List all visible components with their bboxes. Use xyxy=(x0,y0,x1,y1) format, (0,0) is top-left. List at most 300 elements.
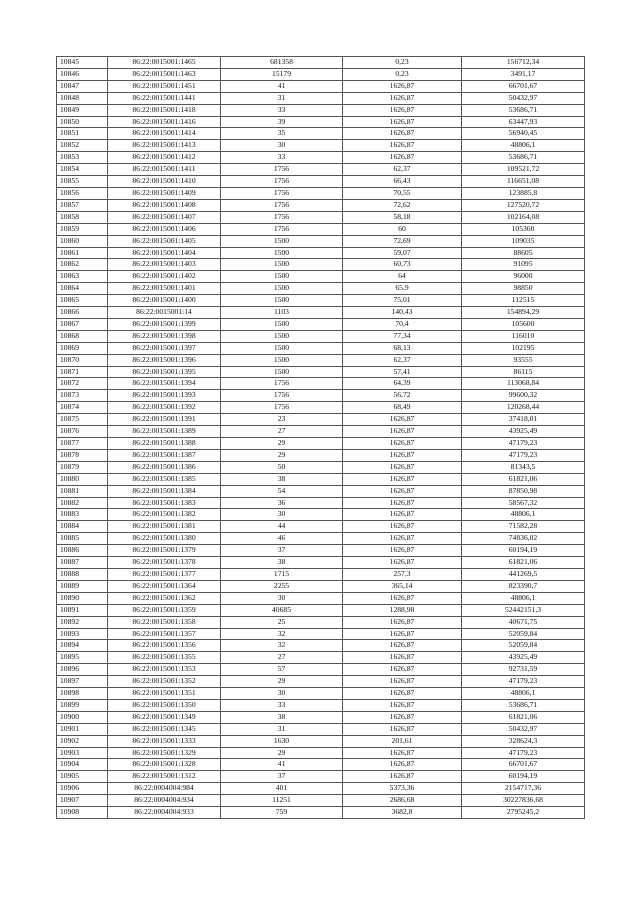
cadastral-value-cell: 116651,08 xyxy=(462,176,585,188)
cadastral-value-cell: 116010 xyxy=(462,330,585,342)
cadastral-value-cell: 56940,45 xyxy=(462,128,585,140)
cadastral-value-cell: 98850 xyxy=(462,283,585,295)
rate-cell: 1626,87 xyxy=(343,652,462,664)
row-number-cell: 10874 xyxy=(57,402,108,414)
rate-cell: 1626,87 xyxy=(343,533,462,545)
row-number-cell: 10897 xyxy=(57,676,108,688)
area-cell: 27 xyxy=(221,426,343,438)
cadastral-value-cell: 61821,06 xyxy=(462,711,585,723)
row-number-cell: 10890 xyxy=(57,592,108,604)
table-row xyxy=(57,664,585,676)
table-row xyxy=(57,426,585,438)
table-row xyxy=(57,68,585,80)
rate-cell: 1626,87 xyxy=(343,759,462,771)
cadastral-number-cell: 86:22:0015001:1394 xyxy=(108,378,221,390)
rate-cell: 59,07 xyxy=(343,247,462,259)
area-cell: 38 xyxy=(221,711,343,723)
cadastral-value-cell: 52059,84 xyxy=(462,640,585,652)
row-number-cell: 10857 xyxy=(57,199,108,211)
table-row xyxy=(57,283,585,295)
cadastral-number-cell: 86:22:0015001:1411 xyxy=(108,164,221,176)
row-number-cell: 10875 xyxy=(57,414,108,426)
area-cell: 1756 xyxy=(221,211,343,223)
cadastral-number-cell: 86:22:0015001:1395 xyxy=(108,366,221,378)
area-cell: 30 xyxy=(221,509,343,521)
cadastral-number-cell: 86:22:0015001:1382 xyxy=(108,509,221,521)
table-row xyxy=(57,342,585,354)
cadastral-number-cell: 86:22:0015001:1362 xyxy=(108,592,221,604)
rate-cell: 257,3 xyxy=(343,568,462,580)
rate-cell: 64,39 xyxy=(343,378,462,390)
rate-cell: 3682,8 xyxy=(343,807,462,819)
area-cell: 29 xyxy=(221,747,343,759)
area-cell: 27 xyxy=(221,652,343,664)
cadastral-value-cell: 52059,84 xyxy=(462,628,585,640)
rate-cell: 65,9 xyxy=(343,283,462,295)
row-number-cell: 10869 xyxy=(57,342,108,354)
row-number-cell: 10878 xyxy=(57,449,108,461)
rate-cell: 72,69 xyxy=(343,235,462,247)
cadastral-number-cell: 86:22:0015001:1312 xyxy=(108,771,221,783)
cadastral-value-cell: 61821,06 xyxy=(462,557,585,569)
cadastral-number-cell: 86:22:0015001:1406 xyxy=(108,223,221,235)
cadastral-value-cell: 53686,71 xyxy=(462,699,585,711)
row-number-cell: 10880 xyxy=(57,473,108,485)
cadastral-number-cell: 86:22:0015001:1379 xyxy=(108,545,221,557)
rate-cell: 1288,98 xyxy=(343,604,462,616)
cadastral-value-cell: 2795245,2 xyxy=(462,807,585,819)
rate-cell: 1626,87 xyxy=(343,688,462,700)
area-cell: 29 xyxy=(221,449,343,461)
rate-cell: 1626,87 xyxy=(343,592,462,604)
cadastral-number-cell: 86:22:0015001:1359 xyxy=(108,604,221,616)
rate-cell: 68,13 xyxy=(343,342,462,354)
rate-cell: 62,37 xyxy=(343,164,462,176)
cadastral-value-cell: 71582,28 xyxy=(462,521,585,533)
area-cell: 39 xyxy=(221,116,343,128)
cadastral-number-cell: 86:22:0015001:14 xyxy=(108,307,221,319)
rate-cell: 1626,87 xyxy=(343,664,462,676)
area-cell: 1756 xyxy=(221,378,343,390)
table-row xyxy=(57,652,585,664)
row-number-cell: 10885 xyxy=(57,533,108,545)
cadastral-value-cell: 43925,49 xyxy=(462,426,585,438)
cadastral-value-cell: 30227836,68 xyxy=(462,795,585,807)
area-cell: 681358 xyxy=(221,57,343,69)
rate-cell: 1626,87 xyxy=(343,461,462,473)
rate-cell: 140,43 xyxy=(343,307,462,319)
cadastral-value-cell: 40671,75 xyxy=(462,616,585,628)
table-row xyxy=(57,449,585,461)
row-number-cell: 10906 xyxy=(57,783,108,795)
area-cell: 41 xyxy=(221,80,343,92)
row-number-cell: 10849 xyxy=(57,104,108,116)
cadastral-number-cell: 86:22:0004004:934 xyxy=(108,795,221,807)
row-number-cell: 10882 xyxy=(57,497,108,509)
rate-cell: 1626,87 xyxy=(343,711,462,723)
area-cell: 1756 xyxy=(221,187,343,199)
cadastral-value-cell: 74836,02 xyxy=(462,533,585,545)
table-row xyxy=(57,235,585,247)
cadastral-number-cell: 86:22:0015001:1400 xyxy=(108,295,221,307)
table-row xyxy=(57,676,585,688)
cadastral-value-cell: 48806,1 xyxy=(462,509,585,521)
cadastral-value-cell: 47179,23 xyxy=(462,438,585,450)
row-number-cell: 10888 xyxy=(57,568,108,580)
rate-cell: 1626,87 xyxy=(343,699,462,711)
cadastral-value-cell: 47179,23 xyxy=(462,747,585,759)
rate-cell: 62,37 xyxy=(343,354,462,366)
table-row xyxy=(57,616,585,628)
rate-cell: 1626,87 xyxy=(343,152,462,164)
cadastral-number-cell: 86:22:0015001:1381 xyxy=(108,521,221,533)
rate-cell: 1626,87 xyxy=(343,438,462,450)
rate-cell: 77,34 xyxy=(343,330,462,342)
area-cell: 38 xyxy=(221,473,343,485)
rate-cell: 1626,87 xyxy=(343,771,462,783)
area-cell: 1500 xyxy=(221,330,343,342)
cadastral-number-cell: 86:22:0015001:1356 xyxy=(108,640,221,652)
table-row xyxy=(57,57,585,69)
table-row xyxy=(57,402,585,414)
cadastral-number-cell: 86:22:0015001:1389 xyxy=(108,426,221,438)
rate-cell: 1626,87 xyxy=(343,140,462,152)
area-cell: 25 xyxy=(221,616,343,628)
area-cell: 33 xyxy=(221,152,343,164)
row-number-cell: 10900 xyxy=(57,711,108,723)
rate-cell: 56,72 xyxy=(343,390,462,402)
row-number-cell: 10905 xyxy=(57,771,108,783)
cadastral-number-cell: 86:22:0015001:1402 xyxy=(108,271,221,283)
rate-cell: 1626,87 xyxy=(343,449,462,461)
table-row xyxy=(57,640,585,652)
table-row xyxy=(57,116,585,128)
table-row xyxy=(57,152,585,164)
row-number-cell: 10881 xyxy=(57,485,108,497)
rate-cell: 1626,87 xyxy=(343,426,462,438)
row-number-cell: 10902 xyxy=(57,735,108,747)
area-cell: 1500 xyxy=(221,318,343,330)
cadastral-number-cell: 86:22:0015001:1385 xyxy=(108,473,221,485)
rate-cell: 1626,87 xyxy=(343,92,462,104)
cadastral-number-cell: 86:22:0015001:1388 xyxy=(108,438,221,450)
table-row xyxy=(57,128,585,140)
table-row xyxy=(57,378,585,390)
table-row xyxy=(57,735,585,747)
row-number-cell: 10864 xyxy=(57,283,108,295)
area-cell: 33 xyxy=(221,104,343,116)
area-cell: 1500 xyxy=(221,259,343,271)
table-row xyxy=(57,247,585,259)
rate-cell: 57,41 xyxy=(343,366,462,378)
cadastral-number-cell: 86:22:0015001:1377 xyxy=(108,568,221,580)
table-row xyxy=(57,628,585,640)
cadastral-number-cell: 86:22:0015001:1404 xyxy=(108,247,221,259)
area-cell: 37 xyxy=(221,545,343,557)
area-cell: 37 xyxy=(221,771,343,783)
cadastral-value-cell: 96000 xyxy=(462,271,585,283)
table-row xyxy=(57,521,585,533)
rate-cell: 365,14 xyxy=(343,580,462,592)
area-cell: 1500 xyxy=(221,342,343,354)
rate-cell: 1626,87 xyxy=(343,747,462,759)
area-cell: 31 xyxy=(221,92,343,104)
rate-cell: 75,01 xyxy=(343,295,462,307)
rate-cell: 201,61 xyxy=(343,735,462,747)
table-row xyxy=(57,497,585,509)
cadastral-value-cell: 113068,84 xyxy=(462,378,585,390)
area-cell: 33 xyxy=(221,699,343,711)
cadastral-number-cell: 86:22:0015001:1407 xyxy=(108,211,221,223)
area-cell: 32 xyxy=(221,640,343,652)
row-number-cell: 10867 xyxy=(57,318,108,330)
row-number-cell: 10877 xyxy=(57,438,108,450)
row-number-cell: 10895 xyxy=(57,652,108,664)
table-row xyxy=(57,461,585,473)
row-number-cell: 10850 xyxy=(57,116,108,128)
cadastral-value-cell: 109035 xyxy=(462,235,585,247)
row-number-cell: 10879 xyxy=(57,461,108,473)
table-row xyxy=(57,688,585,700)
table-row xyxy=(57,783,585,795)
cadastral-number-cell: 86:22:0015001:1396 xyxy=(108,354,221,366)
table-row xyxy=(57,747,585,759)
row-number-cell: 10896 xyxy=(57,664,108,676)
row-number-cell: 10851 xyxy=(57,128,108,140)
cadastral-number-cell: 86:22:0015001:1403 xyxy=(108,259,221,271)
table-row xyxy=(57,485,585,497)
rate-cell: 1626,87 xyxy=(343,485,462,497)
row-number-cell: 10866 xyxy=(57,307,108,319)
cadastral-value-cell: 53686,71 xyxy=(462,152,585,164)
cadastral-value-cell: 99600,32 xyxy=(462,390,585,402)
cadastral-number-cell: 86:22:0015001:1465 xyxy=(108,57,221,69)
row-number-cell: 10847 xyxy=(57,80,108,92)
row-number-cell: 10873 xyxy=(57,390,108,402)
cadastral-value-cell: 86115 xyxy=(462,366,585,378)
cadastral-number-cell: 86:22:0015001:1463 xyxy=(108,68,221,80)
rate-cell: 70,55 xyxy=(343,187,462,199)
area-cell: 57 xyxy=(221,664,343,676)
row-number-cell: 10848 xyxy=(57,92,108,104)
cadastral-value-cell: 48806,1 xyxy=(462,688,585,700)
table-row xyxy=(57,473,585,485)
cadastral-number-cell: 86:22:0015001:1358 xyxy=(108,616,221,628)
table-row xyxy=(57,533,585,545)
area-cell: 1500 xyxy=(221,235,343,247)
rate-cell: 1626,87 xyxy=(343,521,462,533)
row-number-cell: 10859 xyxy=(57,223,108,235)
area-cell: 30 xyxy=(221,140,343,152)
cadastral-number-cell: 86:22:0015001:1410 xyxy=(108,176,221,188)
cadastral-value-cell: 156712,34 xyxy=(462,57,585,69)
cadastral-value-cell: 47179,23 xyxy=(462,676,585,688)
cadastral-value-cell: 52442151,3 xyxy=(462,604,585,616)
cadastral-value-cell: 53686,71 xyxy=(462,104,585,116)
cadastral-number-cell: 86:22:0015001:1391 xyxy=(108,414,221,426)
cadastral-value-cell: 328624,3 xyxy=(462,735,585,747)
area-cell: 759 xyxy=(221,807,343,819)
row-number-cell: 10898 xyxy=(57,688,108,700)
cadastral-number-cell: 86:22:0015001:1387 xyxy=(108,449,221,461)
table-row xyxy=(57,366,585,378)
cadastral-value-cell: 109521,72 xyxy=(462,164,585,176)
rate-cell: 5373,36 xyxy=(343,783,462,795)
area-cell: 44 xyxy=(221,521,343,533)
area-cell: 1756 xyxy=(221,199,343,211)
cadastral-value-cell: 154894,29 xyxy=(462,307,585,319)
row-number-cell: 10870 xyxy=(57,354,108,366)
cadastral-number-cell: 86:22:0015001:1441 xyxy=(108,92,221,104)
cadastral-number-cell: 86:22:0015001:1401 xyxy=(108,283,221,295)
rate-cell: 1626,87 xyxy=(343,80,462,92)
row-number-cell: 10853 xyxy=(57,152,108,164)
table-row xyxy=(57,699,585,711)
cadastral-number-cell: 86:22:0015001:1386 xyxy=(108,461,221,473)
rate-cell: 1626,87 xyxy=(343,545,462,557)
cadastral-value-cell: 105600 xyxy=(462,318,585,330)
cadastral-value-cell: 43925,49 xyxy=(462,652,585,664)
rate-cell: 0,23 xyxy=(343,68,462,80)
cadastral-number-cell: 86:22:0015001:1351 xyxy=(108,688,221,700)
row-number-cell: 10868 xyxy=(57,330,108,342)
rate-cell: 1626,87 xyxy=(343,104,462,116)
cadastral-number-cell: 86:22:0004004:984 xyxy=(108,783,221,795)
area-cell: 50 xyxy=(221,461,343,473)
cadastral-number-cell: 86:22:0015001:1345 xyxy=(108,723,221,735)
table-row xyxy=(57,604,585,616)
cadastral-value-cell: 60194,19 xyxy=(462,771,585,783)
table-row xyxy=(57,318,585,330)
row-number-cell: 10863 xyxy=(57,271,108,283)
cadastral-number-cell: 86:22:0015001:1392 xyxy=(108,402,221,414)
rate-cell: 1626,87 xyxy=(343,509,462,521)
cadastral-value-cell: 91095 xyxy=(462,259,585,271)
cadastral-number-cell: 86:22:0015001:1353 xyxy=(108,664,221,676)
cadastral-value-cell: 81343,5 xyxy=(462,461,585,473)
table-row xyxy=(57,354,585,366)
area-cell: 1103 xyxy=(221,307,343,319)
row-number-cell: 10846 xyxy=(57,68,108,80)
cadastral-value-cell: 120268,44 xyxy=(462,402,585,414)
cadastral-number-cell: 86:22:0015001:1414 xyxy=(108,128,221,140)
area-cell: 11251 xyxy=(221,795,343,807)
area-cell: 46 xyxy=(221,533,343,545)
area-cell: 2255 xyxy=(221,580,343,592)
area-cell: 41 xyxy=(221,759,343,771)
area-cell: 35 xyxy=(221,128,343,140)
area-cell: 15179 xyxy=(221,68,343,80)
row-number-cell: 10883 xyxy=(57,509,108,521)
table-row xyxy=(57,164,585,176)
area-cell: 36 xyxy=(221,497,343,509)
cadastral-value-cell: 102195 xyxy=(462,342,585,354)
cadastral-value-cell: 102164,08 xyxy=(462,211,585,223)
area-cell: 1756 xyxy=(221,390,343,402)
row-number-cell: 10862 xyxy=(57,259,108,271)
area-cell: 1756 xyxy=(221,402,343,414)
rate-cell: 58,18 xyxy=(343,211,462,223)
row-number-cell: 10861 xyxy=(57,247,108,259)
cadastral-number-cell: 86:22:0015001:1393 xyxy=(108,390,221,402)
cadastral-value-cell: 60194,19 xyxy=(462,545,585,557)
area-cell: 401 xyxy=(221,783,343,795)
rate-cell: 1626,87 xyxy=(343,497,462,509)
cadastral-value-cell: 127520,72 xyxy=(462,199,585,211)
cadastral-number-cell: 86:22:0015001:1333 xyxy=(108,735,221,747)
cadastral-value-cell: 123885,8 xyxy=(462,187,585,199)
cadastral-number-cell: 86:22:0015001:1364 xyxy=(108,580,221,592)
cadastral-number-cell: 86:22:0015001:1416 xyxy=(108,116,221,128)
table-row xyxy=(57,187,585,199)
cadastral-number-cell: 86:22:0015001:1384 xyxy=(108,485,221,497)
rate-cell: 60,73 xyxy=(343,259,462,271)
table-row xyxy=(57,390,585,402)
row-number-cell: 10893 xyxy=(57,628,108,640)
area-cell: 1630 xyxy=(221,735,343,747)
cadastral-number-cell: 86:22:0015001:1349 xyxy=(108,711,221,723)
cadastral-value-cell: 105360 xyxy=(462,223,585,235)
cadastral-number-cell: 86:22:0015001:1409 xyxy=(108,187,221,199)
cadastral-number-cell: 86:22:0015001:1408 xyxy=(108,199,221,211)
area-cell: 1500 xyxy=(221,295,343,307)
row-number-cell: 10891 xyxy=(57,604,108,616)
rate-cell: 72,62 xyxy=(343,199,462,211)
area-cell: 23 xyxy=(221,414,343,426)
table-row xyxy=(57,414,585,426)
table-row xyxy=(57,223,585,235)
cadastral-number-cell: 86:22:0015001:1413 xyxy=(108,140,221,152)
cadastral-number-cell: 86:22:0015001:1350 xyxy=(108,699,221,711)
rate-cell: 70,4 xyxy=(343,318,462,330)
cadastral-value-cell: 48806,1 xyxy=(462,140,585,152)
row-number-cell: 10908 xyxy=(57,807,108,819)
cadastral-value-cell: 88605 xyxy=(462,247,585,259)
rate-cell: 1626,87 xyxy=(343,628,462,640)
table-row xyxy=(57,759,585,771)
area-cell: 40685 xyxy=(221,604,343,616)
area-cell: 31 xyxy=(221,723,343,735)
area-cell: 29 xyxy=(221,438,343,450)
table-row xyxy=(57,80,585,92)
cadastral-number-cell: 86:22:0015001:1412 xyxy=(108,152,221,164)
table-body xyxy=(57,57,585,819)
table-row xyxy=(57,723,585,735)
area-cell: 54 xyxy=(221,485,343,497)
cadastral-number-cell: 86:22:0015001:1352 xyxy=(108,676,221,688)
cadastral-value-cell: 87850,98 xyxy=(462,485,585,497)
cadastral-value-table xyxy=(56,56,585,819)
cadastral-value-cell: 61821,06 xyxy=(462,473,585,485)
row-number-cell: 10884 xyxy=(57,521,108,533)
rate-cell: 60 xyxy=(343,223,462,235)
cadastral-number-cell: 86:22:0015001:1355 xyxy=(108,652,221,664)
rate-cell: 1626,87 xyxy=(343,128,462,140)
area-cell: 1756 xyxy=(221,164,343,176)
area-cell: 38 xyxy=(221,557,343,569)
rate-cell: 1626,87 xyxy=(343,473,462,485)
cadastral-number-cell: 86:22:0015001:1380 xyxy=(108,533,221,545)
table-row xyxy=(57,295,585,307)
cadastral-value-cell: 441269,5 xyxy=(462,568,585,580)
area-cell: 1500 xyxy=(221,247,343,259)
row-number-cell: 10871 xyxy=(57,366,108,378)
table-row xyxy=(57,271,585,283)
cadastral-number-cell: 86:22:0004004:933 xyxy=(108,807,221,819)
row-number-cell: 10855 xyxy=(57,176,108,188)
area-cell: 32 xyxy=(221,628,343,640)
cadastral-number-cell: 86:22:0015001:1399 xyxy=(108,318,221,330)
